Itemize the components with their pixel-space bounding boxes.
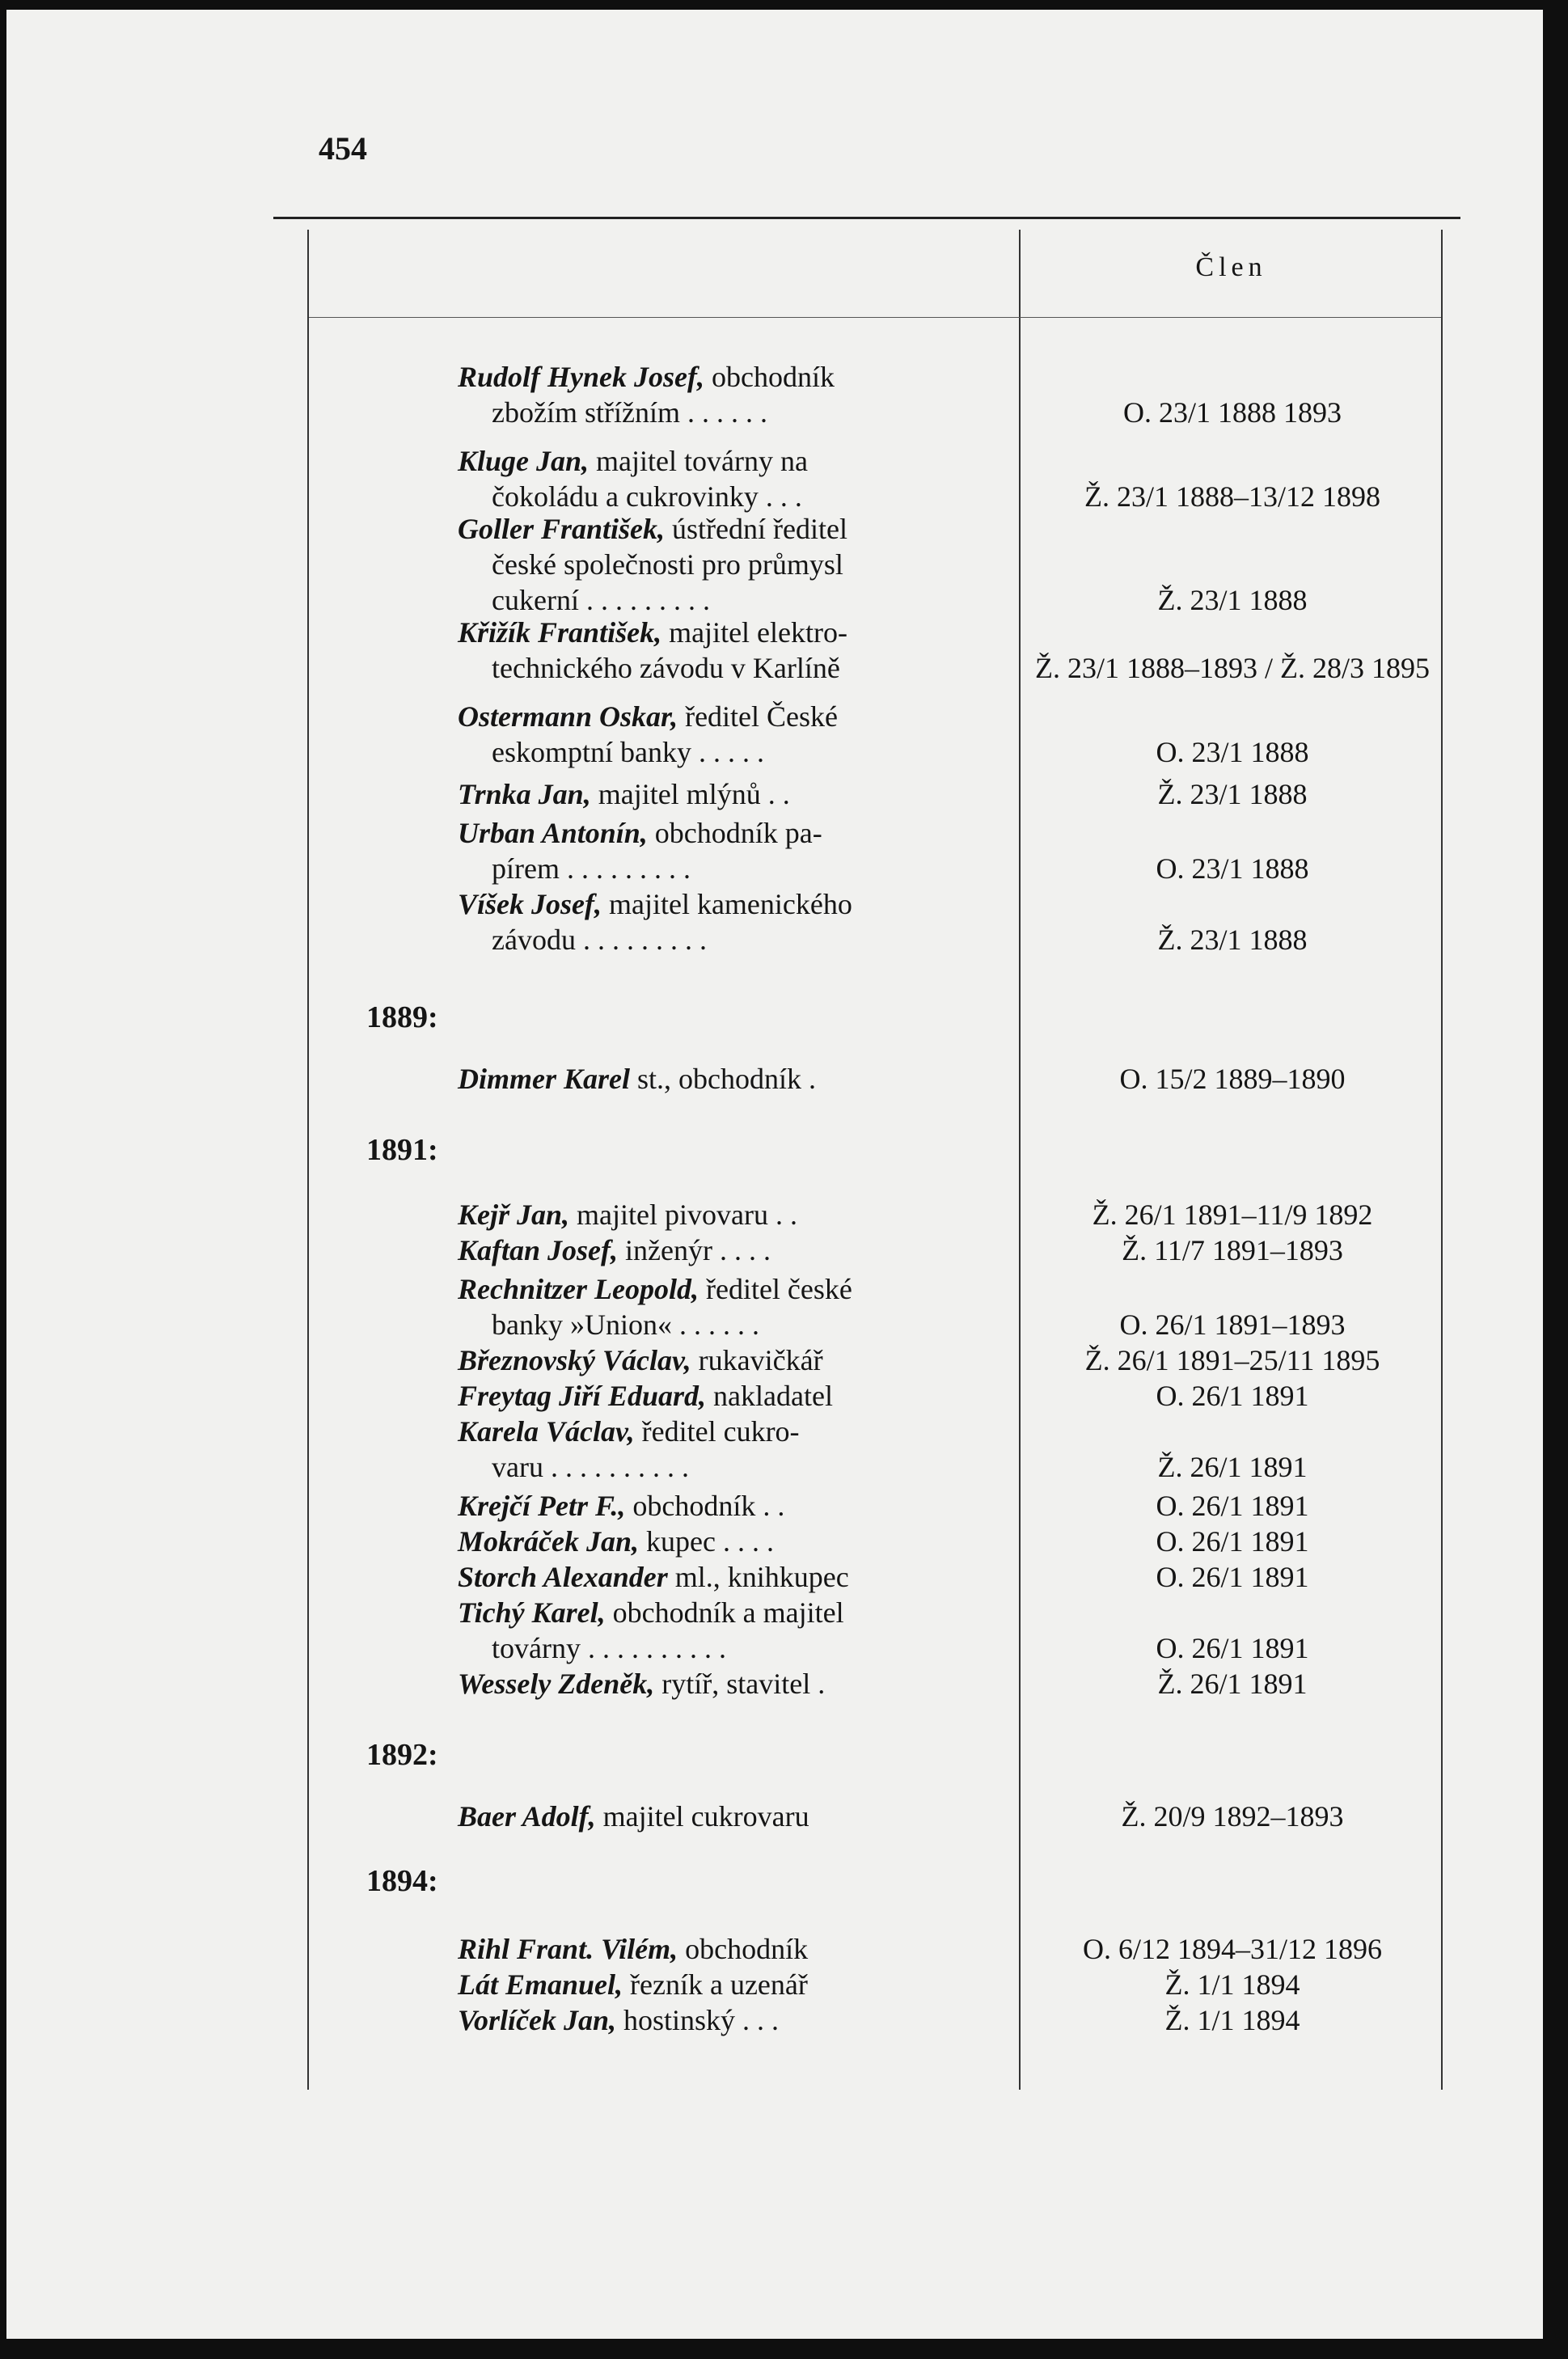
entry-line: [458, 395, 975, 430]
member-name: Ostermann Oskar,: [458, 700, 678, 733]
member-entry: [458, 1666, 975, 1702]
page: [6, 10, 1543, 2339]
membership-dates: O. 26/1 1891: [1156, 1525, 1309, 1558]
member-description: závodu . . . . . . . . .: [492, 924, 707, 956]
member-description: majitel elektro-: [669, 616, 847, 649]
member-description: obchodník . .: [632, 1490, 785, 1522]
member-description: inženýr . . . .: [625, 1234, 771, 1266]
member-entry: [458, 1061, 975, 1097]
membership-dates: Ž. 1/1 1894: [1164, 2004, 1300, 2036]
member-entry: [458, 1967, 975, 2002]
membership-dates: Ž. 23/1 1888–13/12 1898: [1084, 480, 1380, 513]
member-entry: [458, 615, 975, 686]
member-entry: [458, 443, 975, 514]
membership-dates: O. 23/1 1888 1893: [1123, 396, 1342, 429]
member-description: majitel cukrovaru: [602, 1800, 809, 1833]
member-description: obchodník a majitel: [612, 1596, 844, 1629]
entry-line: [458, 1197, 975, 1232]
member-entry: [458, 1488, 975, 1524]
member-description: nakladatel: [713, 1380, 833, 1412]
member-name: Rudolf Hynek Josef,: [458, 361, 704, 393]
member-description: české společnosti pro průmysl: [492, 548, 843, 581]
member-name: Goller František,: [458, 513, 666, 545]
member-description: továrny . . . . . . . . . .: [492, 1632, 726, 1664]
entry-line: [458, 582, 975, 618]
member-name: Kejř Jan,: [458, 1199, 570, 1231]
entry-line: [458, 1595, 975, 1630]
membership-dates: O. 26/1 1891: [1156, 1632, 1309, 1664]
member-description: ústřední ředitel: [672, 513, 847, 545]
entry-line: [458, 1232, 975, 1268]
membership-dates: Ž. 23/1 1888: [1157, 584, 1308, 616]
left-column-rule: [307, 230, 309, 2090]
member-name: Storch Alexander: [458, 1561, 668, 1593]
member-name: Březnovský Václav,: [458, 1344, 691, 1376]
entry-line: [458, 699, 975, 734]
membership-dates: O. 6/12 1894–31/12 1896: [1082, 1933, 1382, 1965]
entry-line: [458, 1559, 975, 1595]
right-column-rule: [1441, 230, 1443, 2090]
year-heading: 1889:: [366, 1000, 438, 1034]
entry-line: [458, 547, 975, 582]
member-name: Rihl Frant. Vilém,: [458, 1933, 678, 1965]
member-name: Kaftan Josef,: [458, 1234, 618, 1266]
member-name: Wessely Zdeněk,: [458, 1668, 655, 1700]
member-name: Freytag Jiří Eduard,: [458, 1380, 707, 1412]
membership-dates: O. 26/1 1891–1893: [1119, 1308, 1346, 1341]
member-entry: [458, 886, 975, 958]
member-description: ml., knihkupec: [674, 1561, 849, 1593]
member-description: eskomptní banky . . . . .: [492, 736, 764, 768]
entry-line: [458, 1488, 975, 1524]
member-description: kupec . . . .: [646, 1525, 774, 1558]
membership-dates: O. 26/1 1891: [1156, 1380, 1309, 1412]
entry-line: [458, 886, 975, 922]
middle-column-rule: [1019, 230, 1021, 2090]
member-description: obchodník: [711, 361, 835, 393]
entry-line: [458, 1307, 975, 1342]
member-entry: [458, 1342, 975, 1378]
member-name: Krejčí Petr F.,: [458, 1490, 626, 1522]
member-name: Lát Emanuel,: [458, 1968, 623, 2001]
membership-dates: Ž. 23/1 1888: [1157, 924, 1308, 956]
member-entry: [458, 699, 975, 770]
member-entry: [458, 1271, 975, 1342]
membership-dates: Ž. 20/9 1892–1893: [1121, 1800, 1344, 1833]
entry-line: [458, 650, 975, 686]
member-entry: [458, 776, 975, 812]
entry-line: [458, 1449, 975, 1485]
entry-line: [458, 1378, 975, 1414]
member-entry: [458, 359, 975, 430]
member-name: Baer Adolf,: [458, 1800, 596, 1833]
member-entry: [458, 1931, 975, 1967]
member-entry: [458, 2002, 975, 2038]
member-entry: [458, 1595, 975, 1666]
member-description: ředitel České: [685, 700, 839, 733]
member-name: Urban Antonín,: [458, 817, 648, 849]
column-header: Člen: [1195, 252, 1267, 282]
entry-line: [458, 1342, 975, 1378]
member-name: Trnka Jan,: [458, 778, 591, 810]
entry-line: [458, 511, 975, 547]
member-entry: [458, 511, 975, 618]
member-description: banky »Union« . . . . . .: [492, 1308, 759, 1341]
membership-dates: Ž. 26/1 1891–11/9 1892: [1092, 1199, 1373, 1231]
member-name: Kluge Jan,: [458, 445, 590, 477]
member-description: st., obchodník .: [637, 1063, 816, 1095]
member-name: Rechnitzer Leopold,: [458, 1273, 699, 1305]
membership-dates: Ž. 26/1 1891–25/11 1895: [1084, 1344, 1380, 1376]
entry-line: [458, 734, 975, 770]
member-description: majitel pivovaru . .: [577, 1199, 797, 1231]
entry-line: [458, 1271, 975, 1307]
member-name: Vorlíček Jan,: [458, 2004, 617, 2036]
member-description: ředitel cukro-: [641, 1415, 800, 1448]
member-name: Tichý Karel,: [458, 1596, 606, 1629]
membership-dates: O. 23/1 1888: [1156, 736, 1309, 768]
entry-line: [458, 1967, 975, 2002]
membership-dates: Ž. 23/1 1888–1893 / Ž. 28/3 1895: [1035, 652, 1430, 684]
membership-dates: O. 26/1 1891: [1156, 1561, 1309, 1593]
membership-dates: Ž. 1/1 1894: [1164, 1968, 1300, 2001]
membership-dates: O. 23/1 1888: [1156, 852, 1309, 885]
entry-line: [458, 1931, 975, 1967]
entry-line: [458, 479, 975, 514]
member-name: Karela Václav,: [458, 1415, 635, 1448]
member-name: Dimmer Karel: [458, 1063, 630, 1095]
header-rule: [309, 317, 1441, 318]
entry-line: [458, 1666, 975, 1702]
year-heading: 1894:: [366, 1864, 438, 1898]
entry-line: [458, 776, 975, 812]
entry-line: [458, 443, 975, 479]
member-name: Mokráček Jan,: [458, 1525, 639, 1558]
entry-line: [458, 359, 975, 395]
membership-dates: O. 26/1 1891: [1156, 1490, 1309, 1522]
member-description: obchodník pa-: [654, 817, 822, 849]
membership-dates: O. 15/2 1889–1890: [1119, 1063, 1346, 1095]
member-name: Víšek Josef,: [458, 888, 602, 920]
member-entry: [458, 1378, 975, 1414]
member-description: čokoládu a cukrovinky . . .: [492, 480, 802, 513]
entry-line: [458, 1524, 975, 1559]
member-description: majitel továrny na: [596, 445, 808, 477]
entry-line: [458, 922, 975, 958]
member-entry: [458, 1414, 975, 1485]
member-entry: [458, 1524, 975, 1559]
member-description: obchodník: [685, 1933, 809, 1965]
entry-line: [458, 815, 975, 851]
member-description: řezník a uzenář: [630, 1968, 808, 2001]
member-description: rytíř, stavitel .: [661, 1668, 826, 1700]
member-entry: [458, 1197, 975, 1232]
member-description: technického závodu v Karlíně: [492, 652, 840, 684]
member-entry: [458, 1799, 975, 1834]
member-description: hostinský . . .: [623, 2004, 780, 2036]
top-rule: [273, 217, 1460, 219]
member-description: zbožím střížním . . . . . .: [492, 396, 767, 429]
member-description: majitel kamenického: [608, 888, 852, 920]
membership-dates: Ž. 23/1 1888: [1157, 778, 1308, 810]
member-description: pírem . . . . . . . . .: [492, 852, 691, 885]
member-description: cukerní . . . . . . . . .: [492, 584, 710, 616]
member-description: rukavičkář: [698, 1344, 823, 1376]
page-number: 454: [319, 130, 367, 167]
member-entry: [458, 1559, 975, 1595]
member-description: varu . . . . . . . . . .: [492, 1451, 689, 1483]
year-heading: 1892:: [366, 1738, 438, 1772]
entry-line: [458, 851, 975, 886]
year-heading: 1891:: [366, 1133, 438, 1167]
membership-dates: Ž. 11/7 1891–1893: [1122, 1234, 1343, 1266]
entry-line: [458, 615, 975, 650]
member-entry: [458, 815, 975, 886]
member-description: ředitel české: [705, 1273, 852, 1305]
membership-dates: Ž. 26/1 1891: [1157, 1668, 1308, 1700]
entry-line: [458, 1799, 975, 1834]
entry-line: [458, 2002, 975, 2038]
entry-line: [458, 1414, 975, 1449]
entry-line: [458, 1061, 975, 1097]
member-entry: [458, 1232, 975, 1268]
member-name: Křižík František,: [458, 616, 662, 649]
membership-dates: Ž. 26/1 1891: [1157, 1451, 1308, 1483]
member-description: majitel mlýnů . .: [598, 778, 790, 810]
entry-line: [458, 1630, 975, 1666]
